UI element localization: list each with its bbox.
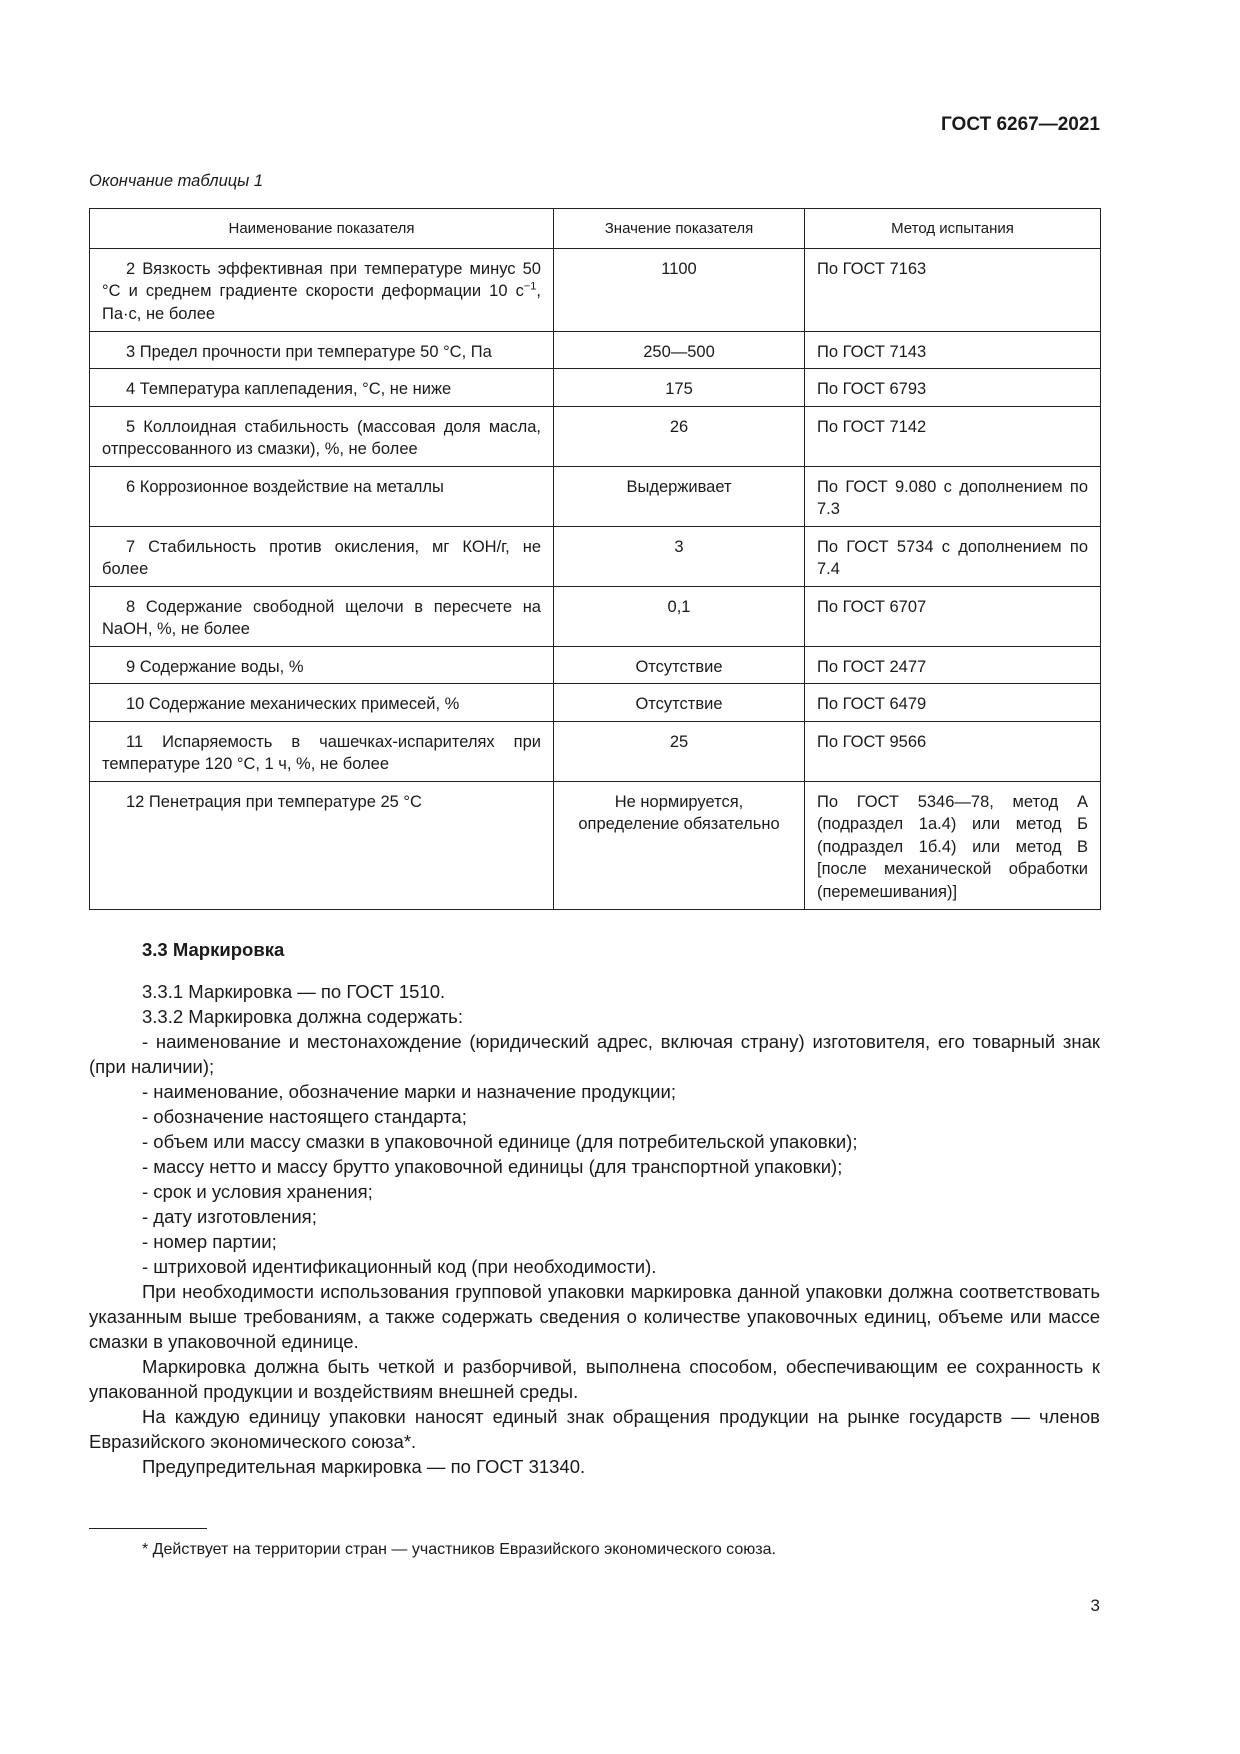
row-method: По ГОСТ 7163 [805,248,1101,331]
row-method: По ГОСТ 2477 [805,646,1101,684]
paragraph: При необходимости использования групповой упаковки маркировка данной упаковки должна соответствовать указанным выше требованиям, а также содержать сведения о количестве упаковочных единиц, объеме или массе смазки в упаковочной единице. [89,1281,1100,1352]
paragraph: 3.3.2 Маркировка должна содержать: [142,1006,463,1027]
list-item: - обозначение настоящего стандарта; [142,1106,467,1127]
row-name: 7 Стабильность против окисления, мг КОН/г, не более [90,526,554,586]
table-row [90,586,1101,646]
row-method: По ГОСТ 5734 с дополнением по 7.4 [805,526,1101,586]
row-value: Отсутствие [554,646,805,684]
row-method: По ГОСТ 7143 [805,331,1101,369]
column-header-value: Значение показателя [554,209,805,249]
section-body [89,979,1100,1479]
row-name: 8 Содержание свободной щелочи в пересчете на NaOH, %, не более [90,586,554,646]
row-value: 0,1 [554,586,805,646]
list-item: - дату изготовления; [142,1206,317,1227]
row-method: По ГОСТ 6479 [805,684,1101,722]
row-value: Выдерживает [554,466,805,526]
section-title: 3.3 Маркировка [142,939,285,960]
row-value: 26 [554,406,805,466]
row-value: Не нормируется, определение обязательно [554,781,805,909]
row-method: По ГОСТ 9566 [805,721,1101,781]
row-name: 12 Пенетрация при температуре 25 °С [90,781,554,909]
list-item: - массу нетто и массу брутто упаковочной единицы (для транспортной упаковки); [142,1156,843,1177]
row-name: 4 Температура каплепадения, °С, не ниже [90,369,554,407]
paragraph: 3.3.1 Маркировка — по ГОСТ 1510. [142,981,446,1002]
row-name: 2 Вязкость эффективная при температуре минус 50 °С и среднем градиенте скорости деформации 10 $с^{-1}$, Па·с, не более [90,248,554,331]
footnote: * Действует на территории стран — участников Евразийского экономического союза. [142,1541,776,1558]
table-row [90,684,1101,722]
document-id: ГОСТ 6267—2021 [941,114,1100,135]
row-name: 9 Содержание воды, % [90,646,554,684]
table-row [90,646,1101,684]
row-name: 3 Предел прочности при температуре 50 °С, Па [90,331,554,369]
row-name: 5 Коллоидная стабильность (массовая доля масла, отпрессованного из смазки), %, не более [90,406,554,466]
table-row [90,526,1101,586]
column-header-method: Метод испытания [805,209,1101,249]
table-caption: Окончание таблицы 1 [89,172,264,190]
table-row [90,721,1101,781]
column-header-name: Наименование показателя [90,209,554,249]
properties-table [89,208,1101,910]
table-row [90,466,1101,526]
row-value: 25 [554,721,805,781]
row-value: 250—500 [554,331,805,369]
list-item: - наименование и местонахождение (юридический адрес, включая страну) изготовителя, его товарный знак (при наличии); [89,1031,1100,1077]
page-number: 3 [1090,1596,1100,1615]
row-value: 1100 [554,248,805,331]
paragraph: Предупредительная маркировка — по ГОСТ 31340. [142,1456,586,1477]
table-row [90,248,1101,331]
list-item: - объем или массу смазки в упаковочной единице (для потребительской упаковки); [142,1131,858,1152]
list-item: - наименование, обозначение марки и назначение продукции; [142,1081,676,1102]
list-item: - срок и условия хранения; [142,1181,373,1202]
row-method: По ГОСТ 6793 [805,369,1101,407]
table-row [90,331,1101,369]
row-method: По ГОСТ 9.080 с дополнением по 7.3 [805,466,1101,526]
row-method: По ГОСТ 5346—78, метод А (подраздел 1а.4) или метод Б (подраздел 1б.4) или метод В [после механической обработки (перемешивания)] [805,781,1101,909]
row-value: 175 [554,369,805,407]
row-method: По ГОСТ 7142 [805,406,1101,466]
row-method: По ГОСТ 6707 [805,586,1101,646]
paragraph: Маркировка должна быть четкой и разборчивой, выполнена способом, обеспечивающим ее сохранность к упакованной продукции и воздействиям внешней среды. [89,1356,1100,1402]
row-value: 3 [554,526,805,586]
table-row [90,369,1101,407]
table-header-row [90,209,1101,249]
row-value: Отсутствие [554,684,805,722]
paragraph: На каждую единицу упаковки наносят единый знак обращения продукции на рынке государств — членов Евразийского экономического союза*. [89,1406,1100,1452]
table-row [90,406,1101,466]
list-item: - штриховой идентификационный код (при необходимости). [142,1256,657,1277]
row-name: 11 Испаряемость в чашечках-испарителях при температуре 120 °С, 1 ч, %, не более [90,721,554,781]
footnote-divider [89,1528,207,1529]
row-name: 10 Содержание механических примесей, % [90,684,554,722]
row-name: 6 Коррозионное воздействие на металлы [90,466,554,526]
table-row [90,781,1101,909]
list-item: - номер партии; [142,1231,277,1252]
